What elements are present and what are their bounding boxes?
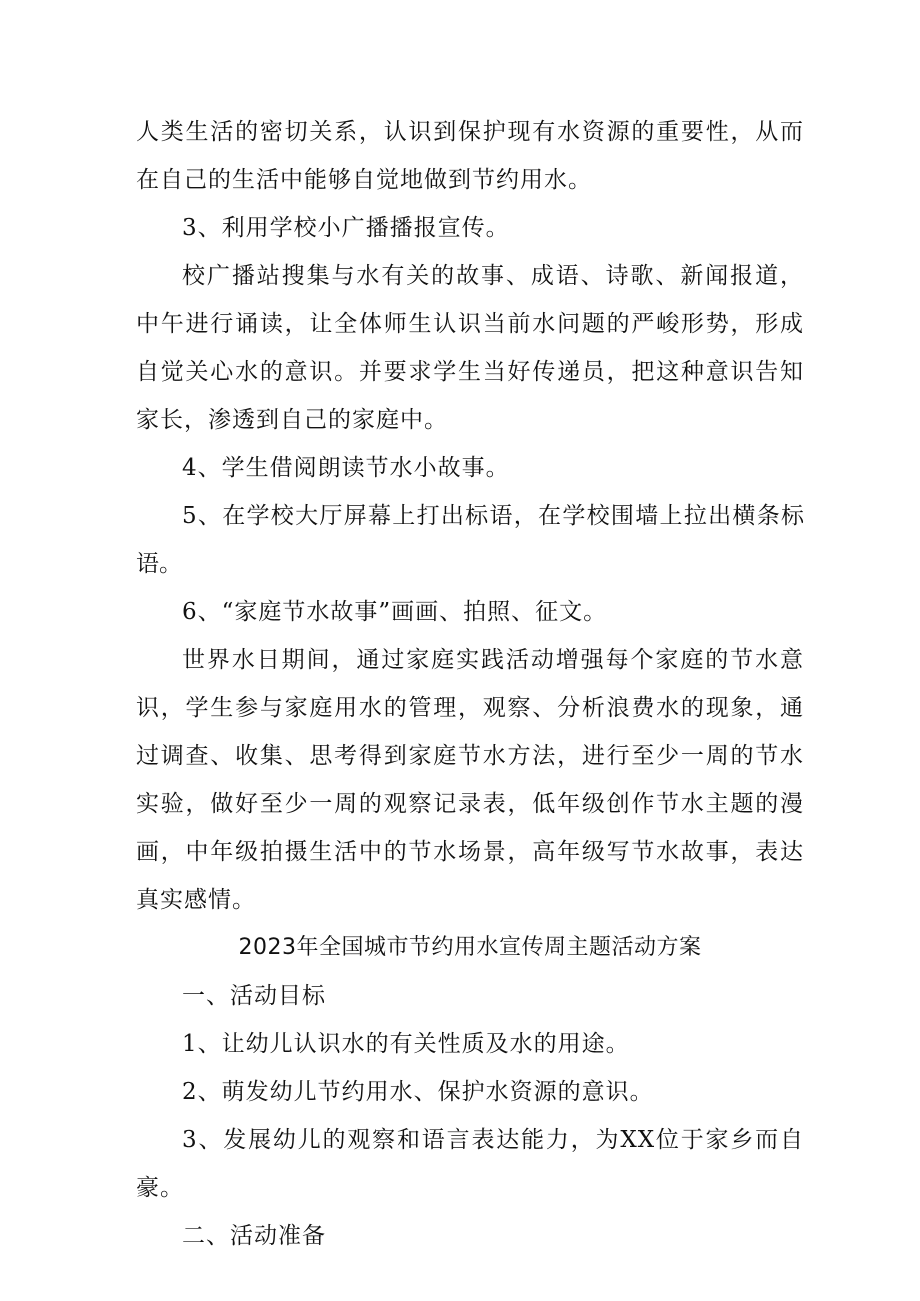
document-body <box>136 108 804 1260</box>
section-title: 2023年全国城市节约用水宣传周主题活动方案 <box>238 935 702 960</box>
goal-item-3: 3、发展幼儿的观察和语言表达能力，为XX位于家乡而自豪。 <box>136 1127 804 1201</box>
paragraph-broadcast-details: 校广播站搜集与水有关的故事、成语、诗歌、新闻报道，中午进行诵读，让全体师生认识当前水问题的严峻形势，形成自觉关心水的意识。并要求学生当好传递员，把这种意识告知家长，渗透到自己的家庭中。 <box>136 263 804 433</box>
goal-item-1: 1、让幼儿认识水的有关性质及水的用途。 <box>182 1031 630 1057</box>
goal-item-2: 2、萌发幼儿节约用水、保护水资源的意识。 <box>182 1079 654 1105</box>
paragraph-continuation: 人类生活的密切关系，认识到保护现有水资源的重要性，从而在自己的生活中能够自觉地做到节约用水。 <box>136 119 804 193</box>
list-item-family-story: 6、“家庭节水故事”画画、拍照、征文。 <box>182 599 608 625</box>
list-item-reading: 4、学生借阅朗读节水小故事。 <box>182 455 510 481</box>
heading-activity-preparation: 二、活动准备 <box>182 1223 326 1249</box>
list-item-broadcast: 3、利用学校小广播播报宣传。 <box>182 215 510 241</box>
paragraph-world-water-day: 世界水日期间，通过家庭实践活动增强每个家庭的节水意识，学生参与家庭用水的管理，观察、分析浪费水的现象，通过调查、收集、思考得到家庭节水方法，进行至少一周的节水实验，做好至少一周的观察记录表，低年级创作节水主题的漫画，中年级拍摄生活中的节水场景，高年级写节水故事，表达真实感情。 <box>136 647 804 913</box>
heading-activity-goals: 一、活动目标 <box>182 983 326 1009</box>
list-item-slogans: 5、在学校大厅屏幕上打出标语，在学校围墙上拉出横条标语。 <box>136 503 804 577</box>
